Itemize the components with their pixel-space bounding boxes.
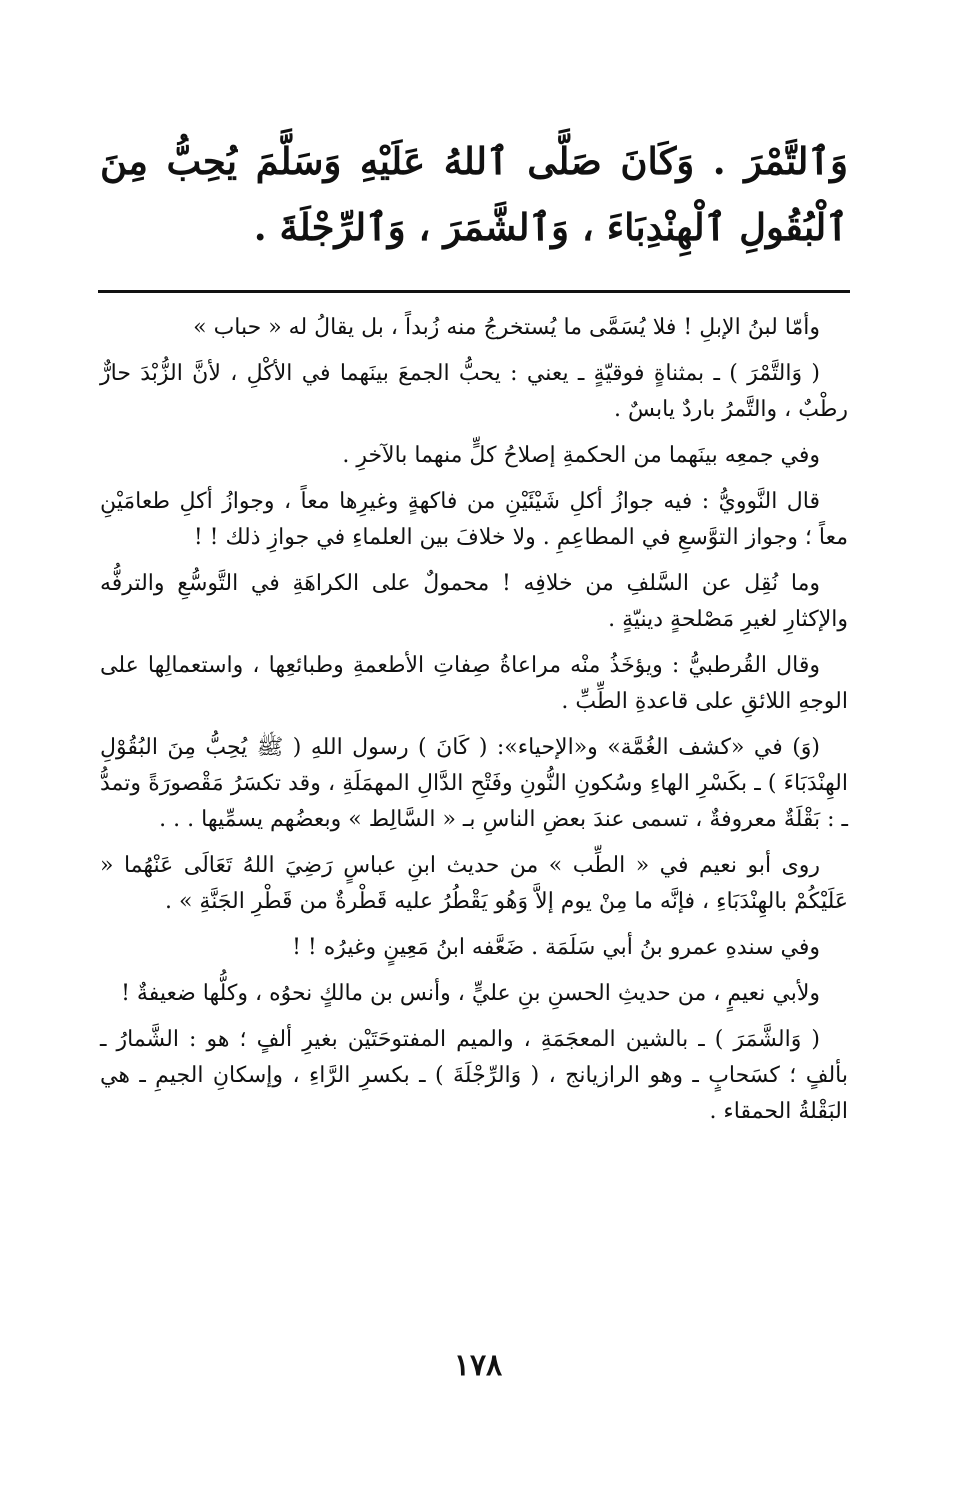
commentary-paragraph: ( وَالشَّمَرَ ) ـ بالشين المعجَمَةِ ، والميم المفتوحَتَيْن بغيرِ ألفٍ ؛ هو : الشَّمارُ ـ بألفٍ ؛ كسَحابٍ ـ وهو الرازيانج ، ( وَالرِّجْلَةَ ) ـ بكسرِ الرَّاءِ ، وإسكانِ الجيمِ ـ هي البَقْلةُ الحمقاء . [100, 1027, 848, 1124]
commentary-paragraph: وأمّا لبنُ الإبلِ ! فلا يُسَمَّى ما يُستخرجُ منه زُبداً ، بل يقالُ له « حباب » [193, 315, 820, 340]
footnote-divider [98, 290, 850, 293]
commentary-paragraph: روى أبو نعيم في « الطِّب » من حديث ابنِ عباسٍ رَضِيَ اللهُ تَعَالَى عَنْهُما « عَلَيْكُمْ بالهِنْدَبَاءِ ، فإنَّه ما مِنْ يوم إلاَّ وَهُو يَقْطُرُ عليه قَطْرةٌ من قَطْرِ الجَنَّةِ » . [100, 853, 848, 914]
commentary-paragraph: وفي سندهِ عمرو بنُ أبي سَلَمَة . ضَعَّفه ابنُ مَعِينٍ وغيرُه ! ! [292, 935, 820, 960]
main-text-paragraph: وَٱلتَّمْرَ . وَكَانَ صَلَّى ٱللهُ عَلَيْهِ وَسَلَّمَ يُحِبُّ مِنَ ٱلْبُقُولِ ٱلْهِنْدِبَاءَ ، وَٱلشَّمَرَ ، وَٱلرِّجْلَةَ . [100, 139, 848, 249]
commentary-paragraph: وقال القُرطبيُّ : ويؤخَذُ منْه مراعاةُ صِفاتِ الأطعمةِ وطبائعِها ، واستعمالِها على الوجهِ اللائقِ على قاعدةِ الطِّبِّ . [100, 653, 848, 714]
commentary-paragraph: ( وَالتَّمْرَ ) ـ بمثناةٍ فوقيّةٍ ـ يعني : يحبُّ الجمعَ بينَهما في الأكْلِ ، لأنَّ الزُّبْدَ حارٌّ رطْبٌ ، والتَّمرُ باردٌ يابسٌ . [100, 361, 848, 422]
commentary-paragraph: ولأبي نعيمٍ ، من حديثِ الحسنِ بنِ عليٍّ ، وأنس بن مالكٍ نحوُه ، وكلُّها ضعيفةٌ ! [121, 981, 820, 1006]
main-text [100, 128, 848, 260]
page-number: ١٧٨ [453, 1348, 503, 1383]
commentary-paragraph: قال النَّوويُّ : فيه جوازُ أكلِ شَيْئَيْنِ من فاكهةٍ وغيرِها معاً ، وجوازُ أكلِ طعامَيْنِ معاً ؛ وجواز التوَّسعِ في المطاعِمِ . ولا خلافَ بين العلماءِ في جوازِ ذلك ! ! [100, 489, 848, 550]
commentary [100, 310, 848, 1140]
commentary-paragraph: (وَ) في «كشف الغُمَّة» و«الإحياء»: ( كَانَ ) رسول اللهِ ( ﷺ يُحِبُّ مِنَ البُقُوْلِ الهِنْدَبَاءَ ) ـ بكَسْرِ الهاءِ وسُكونِ النُّونِ وفَتْحِ الدَّالِ المهمَلَةِ ، وقد تكسَرُ مَقْصورَةً وتمدُّ ـ : بَقْلَةٌ معروفةٌ ، تسمى عندَ بعضِ الناسِ بـ « السَّالِط » وبعضُهم يسمِّيها . . . [100, 735, 848, 832]
commentary-paragraph: وما نُقِل عن السَّلفِ من خلافِه ! محمولٌ على الكراهَةِ في التَّوسُّعِ والترفُّه والإكثارِ لغيرِ مَصْلحةٍ دينيّةٍ . [100, 571, 848, 632]
commentary-paragraph: وفي جمعِه بينَهما من الحكمةِ إصلاحُ كلٍّ منهما بالآخرِ . [342, 443, 820, 468]
